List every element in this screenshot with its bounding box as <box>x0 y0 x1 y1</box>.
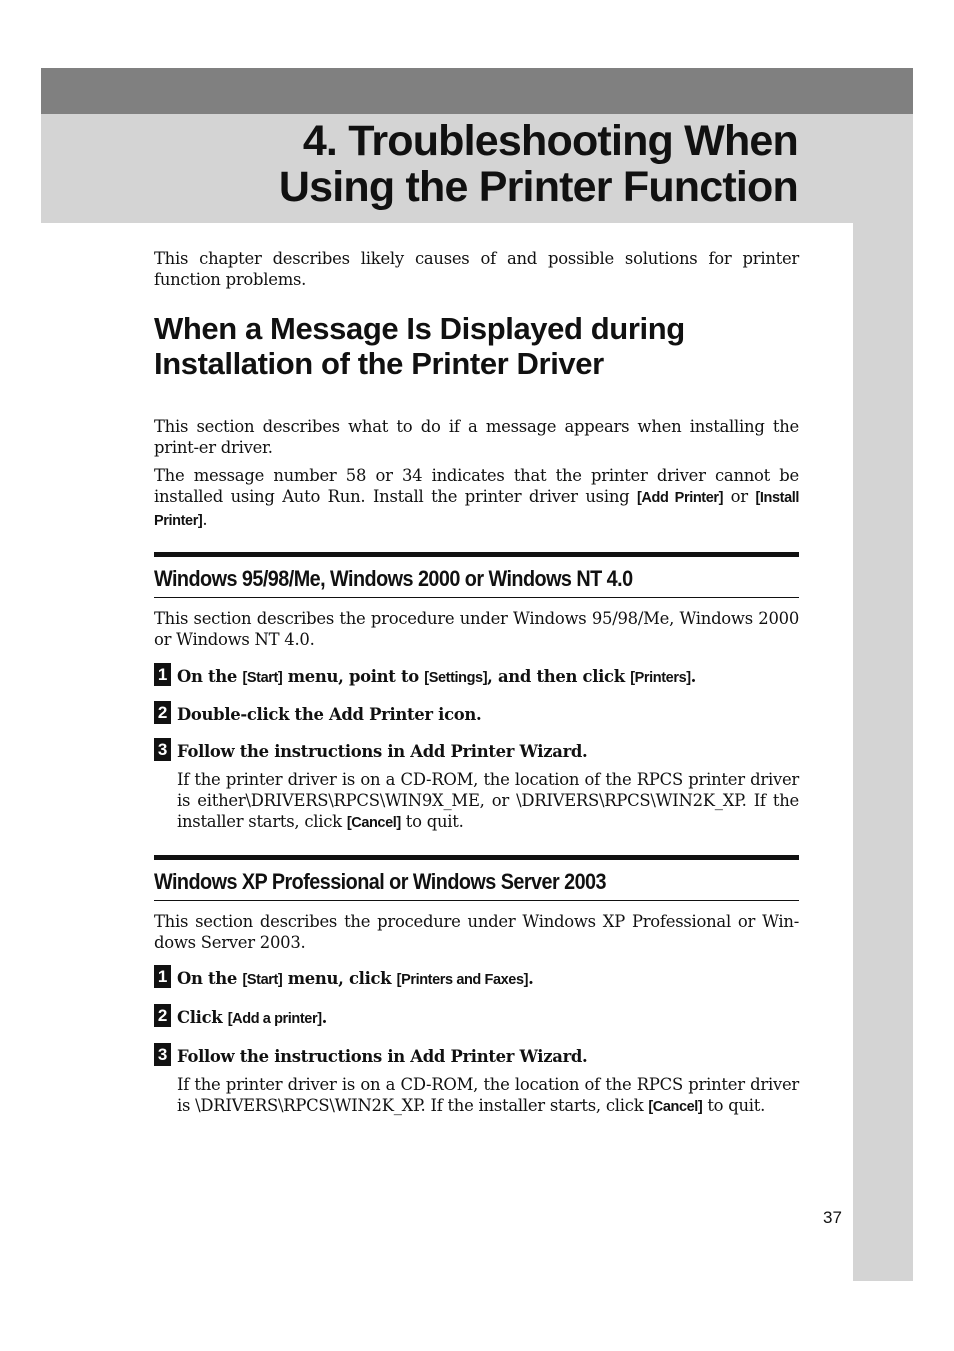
win9x-note-b: to quit. <box>400 812 464 831</box>
winxp-step2-a: Click <box>177 1008 228 1027</box>
install-para2-end: . <box>202 510 208 529</box>
winxp-step2-b: . <box>321 1008 328 1027</box>
install-para2-text: The message number 58 or 34 indicates that the printer driver cannot be installed using Auto Run. Install the printer driver using <box>154 466 799 506</box>
install-heading-line2: Installation of the Printer Driver <box>154 346 604 381</box>
win9x-step3-text: Follow the instructions in Add Printer Wizard. <box>177 742 588 761</box>
install-para2-or: or <box>723 487 756 506</box>
chapter-intro: This chapter describes likely causes of and possible solutions for printer function problems. <box>154 249 799 289</box>
install-section-heading <box>154 311 799 381</box>
cancel-ref: [Cancel] <box>648 1099 703 1115</box>
settings-ref: [Settings] <box>424 670 488 686</box>
step-3-marker: 3 <box>154 1043 171 1066</box>
winxp-step1-c: . <box>528 969 534 988</box>
winxp-step3-text: Follow the instructions in Add Printer Wizard. <box>177 1047 588 1066</box>
install-para1: This section describes what to do if a message appears when installing the print-er driver. <box>154 417 799 457</box>
step-1-marker: 1 <box>154 965 171 988</box>
step-3-marker: 3 <box>154 738 171 761</box>
winxp-step-2 <box>154 1007 799 1030</box>
winxp-step-1 <box>154 968 799 991</box>
add-printer-ref: [Add Printer] <box>636 490 724 506</box>
winxp-section-heading: Windows XP Professional or Windows Server 2003 <box>154 869 606 894</box>
win9x-step-3 <box>154 741 799 762</box>
install-printer-ref: [Install Printer] <box>154 490 799 529</box>
chapter-title-line1: 4. Troubleshooting When <box>302 117 798 165</box>
side-margin-bar <box>853 223 913 1281</box>
win9x-step2-text: Double-click the Add Printer icon. <box>177 705 482 724</box>
add-a-printer-ref: [Add a printer] <box>227 1011 322 1027</box>
step-1-marker: 1 <box>154 663 171 686</box>
step-2-marker: 2 <box>154 701 171 724</box>
winxp-note-a: If the printer driver is on a CD-ROM, the location of the RPCS printer driver is \DRIVERS\RPCS\WIN2K_XP. If the installer starts, click <box>177 1075 799 1115</box>
start-menu-ref: [Start] <box>242 972 283 988</box>
winxp-intro: This section describes the procedure under Windows XP Professional or Win-dows Server 2003. <box>154 912 799 952</box>
win9x-step1-a: On the <box>177 667 243 686</box>
start-menu-ref: [Start] <box>242 670 283 686</box>
win9x-step-1 <box>154 666 799 689</box>
cancel-ref: [Cancel] <box>346 815 401 831</box>
install-para2 <box>154 465 799 532</box>
win9x-step1-d: . <box>690 667 697 686</box>
winxp-section-heading-box <box>154 855 799 901</box>
winxp-step-3 <box>154 1046 799 1067</box>
win9x-step1-b: menu, point to <box>282 667 425 686</box>
chapter-title-line2: Using the Printer Function <box>278 163 798 211</box>
winxp-note <box>154 1074 799 1118</box>
win9x-section-heading: Windows 95/98/Me, Windows 2000 or Windows NT 4.0 <box>154 566 633 591</box>
header-dark-band <box>41 68 913 114</box>
install-heading-line1: When a Message Is Displayed during <box>154 311 685 346</box>
page-number: 37 <box>823 1208 842 1227</box>
chapter-title <box>200 118 798 210</box>
win9x-step-2 <box>154 704 799 725</box>
win9x-note-a: If the printer driver is on a CD-ROM, the location of the RPCS printer driver is either\DRIVERS\RPCS\WIN9X_ME, or \DRIVERS\RPCS\WIN2K_XP. If the installer starts, click <box>177 770 799 831</box>
win9x-intro: This section describes the procedure under Windows 95/98/Me, Windows 2000 or Windows NT 4.0. <box>154 609 799 649</box>
win9x-note <box>154 769 799 834</box>
page-content <box>154 248 799 1118</box>
printers-ref: [Printers] <box>630 670 691 686</box>
step-2-marker: 2 <box>154 1004 171 1027</box>
winxp-step1-a: On the <box>177 969 243 988</box>
winxp-step1-b: menu, click <box>282 969 397 988</box>
printers-and-faxes-ref: [Printers and Faxes] <box>396 972 529 988</box>
win9x-section-heading-box <box>154 552 799 598</box>
win9x-step1-c: , and then click <box>487 667 631 686</box>
winxp-note-b: to quit. <box>702 1096 766 1115</box>
